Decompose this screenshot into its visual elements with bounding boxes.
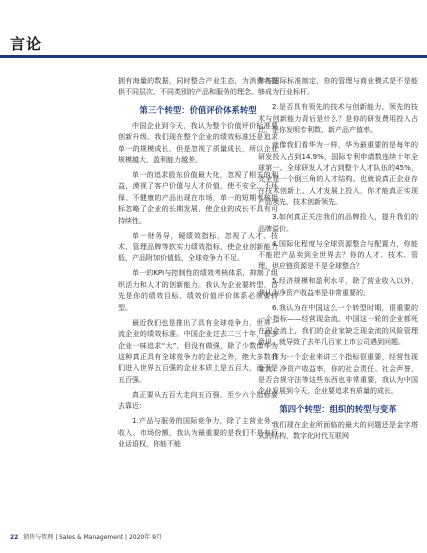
paragraph: 1.产品与服务的国际竞争力，除了主营业务、收入、市场份额，我认为最重要的是我们不是有行业话语权，你能不能 xyxy=(118,417,278,448)
paragraph: 最近我们也是推出了具有全球竞争力，世界一流企业的绩效标准。中国企业过去二三十年，很多企业一味追求“大”，但没有做强，除了少数像华为这种真正具有全球竞争力的企业之外，绝大多数我们进入世界五百强的企业本质上是五百大，而不是五百强。 xyxy=(118,318,278,384)
paragraph: 就像我们看华为一样，华为最重要的是每年的研发投入占到14.9%，国际专利申请数连续十年全球第一。全球研发人才占到整个人才队伍的45%，完全是一个倒三角的人才结构。也就说真正企业存在技术创新上、人才发展上投入，你才能真正实现产品领先，技术创新领先。 xyxy=(258,141,418,207)
page-number: 22 xyxy=(10,534,19,541)
paragraph: 真正要从五百大走向五百强，至少六个指标要去靠近： xyxy=(118,390,278,411)
section-title: 言论 xyxy=(10,35,43,53)
paragraph: 2.是否具有领先的技术与创新能力、领先的技术与创新能力背后是什么？是你的研发费用投入占比，是你发明专利数、新产品产值率。 xyxy=(258,103,418,135)
subheading-fourth-transformation: 第四个转型：组织的转型与变革 xyxy=(279,403,397,414)
paragraph: 单一的KPI与控制性的绩效考核体系，抑制了组织活力和人才的创新能力。我认为企业要转型，首先是你的绩效目标、绩效价值评价体系必须要转型。 xyxy=(118,269,278,312)
paragraph: 中国企业到今天，我认为整个价值评价标准要创新升级。我们现在整个企业的绩效标准还是追求单一的规模成长，但是忽视了质量成长，所以企业规模越大，盈利能力越差。 xyxy=(118,121,278,165)
paragraph: 我们现在企业所面临的最大的问题还是金字塔式的结构，数字化时代互联网 xyxy=(258,420,418,441)
page-header xyxy=(0,0,427,58)
page-footer xyxy=(10,534,162,542)
paragraph: 作为一个企业来讲三个指标很重要，经营性现金流、净资产收益率，你的社会责任、社会声誉，是否合规守法等这些东西也非常重要，我认为中国企业发展到今天，企业要追求有质量的成长。 xyxy=(258,353,418,396)
paragraph: 4.国际化程度与全球资源整合与配置力，你能不能把产品卖到全世界去？你的人才、技术、管理、供应链资源是不是全球整合？ xyxy=(258,239,418,271)
paragraph: 参与国际标准制定，你的管理与商业模式是不是能够成为行业标杆。 xyxy=(258,77,418,97)
paragraph: 单一的追求股东价值最大化，忽视了相关的利益，漠视了客户价值与人才价值，使不安全、不环保、不健康的产品出现在市场，单一的短期考核指标忽略了企业的长期发展，使企业的成长不具有可持续性。 xyxy=(118,171,278,225)
subheading-third-transformation: 第三个转型：价值评价体系转型 xyxy=(139,104,257,115)
paragraph: 单一财务导，硬绩效指标，忽视了人才、技术、管理品牌等软实力绩效指标，使企业创新能力低，产品附加价值低，全球竞争力不足。 xyxy=(118,231,278,263)
paragraph: 6.我认为在中国这么一个转型时期，很重要的一个指标——经营现金流。中国这一轮的企业都死在现金流上，我们的企业家缺乏现金流的风险管理意识，就导致了去年几百家上市公司遇到问题。 xyxy=(258,303,418,347)
paragraph: 拥有海量的数据，同时整合产业生态，为消费者提供不同层次、不同类别的产品和服务的理念。 xyxy=(118,77,278,97)
right-column xyxy=(258,76,418,446)
header-divider xyxy=(0,55,427,58)
footer-text: 销售与管理 | Sales & Management | 2020年 9月 xyxy=(23,534,162,541)
left-column xyxy=(118,76,278,454)
paragraph: 3.如何真正关注我们的品牌投入，提升我们的品牌溢价。 xyxy=(258,213,418,233)
paragraph: 5.经济规模和盈利水平，除了营业收入以外，我认为净资产收益率是非常重要的。 xyxy=(258,277,418,297)
